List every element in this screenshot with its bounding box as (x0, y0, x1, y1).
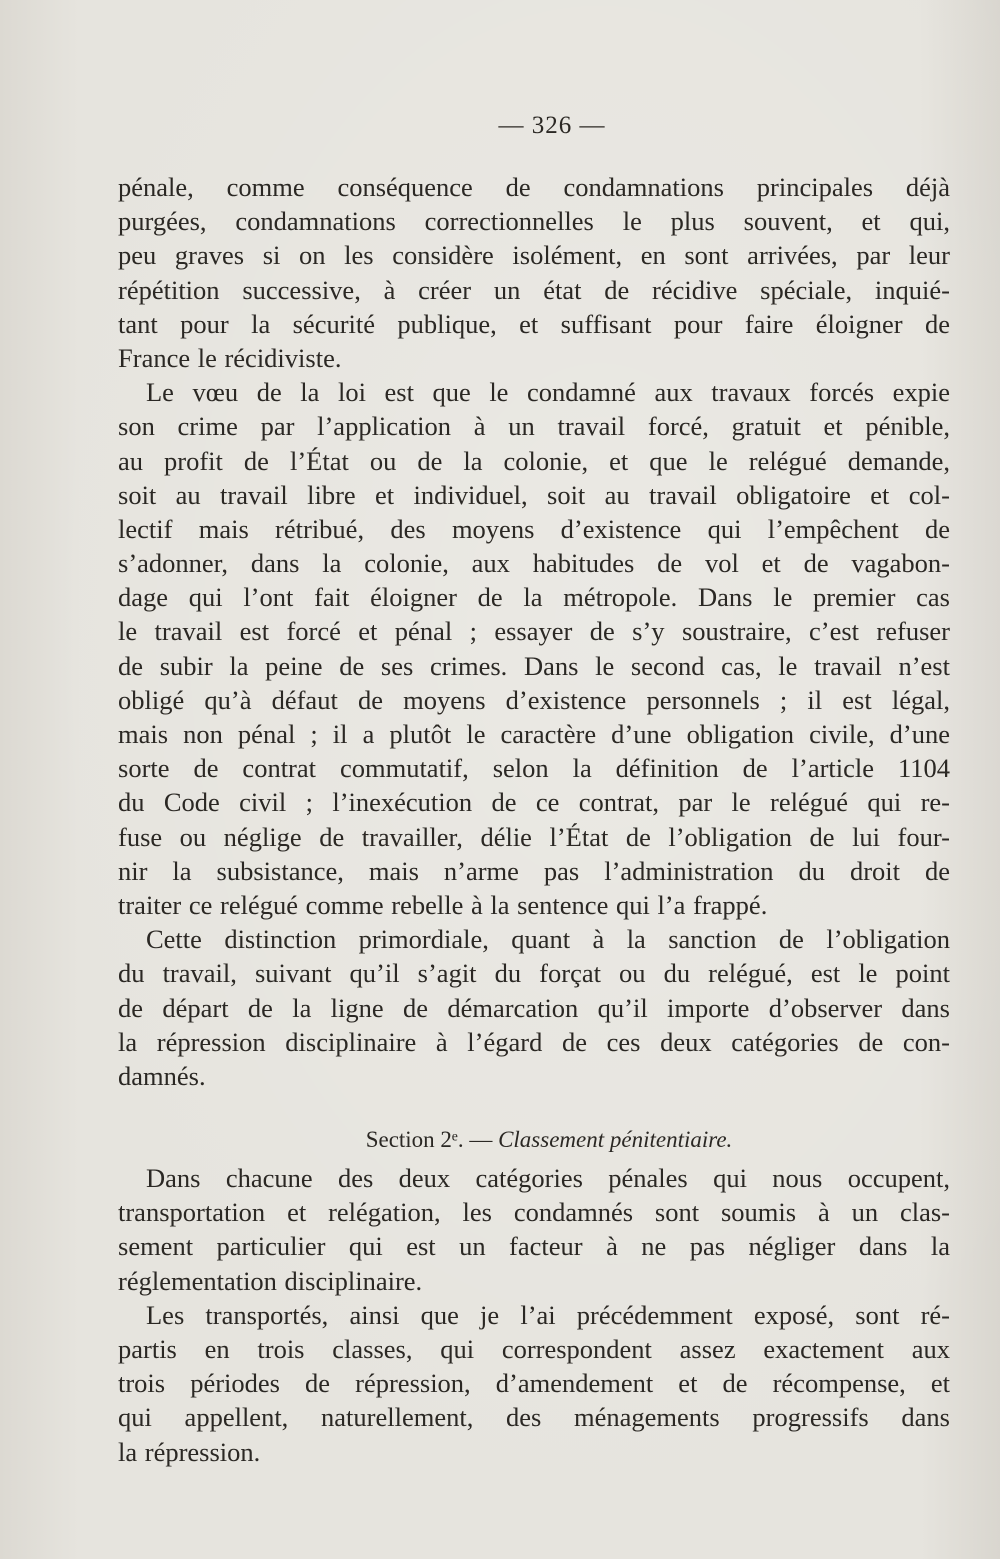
text-line: peu graves si on les considère isolément, en sont arrivées, par leur (118, 240, 950, 271)
text-line: sement particulier qui est un facteur à ne pas négliger dans la (118, 1231, 950, 1262)
page-number: — 326 — (498, 112, 606, 139)
section-label: Section 2ᵉ. — (365, 1127, 493, 1153)
text-line: réglementation disciplinaire. (118, 1265, 423, 1296)
text-line: le travail est forcé et pénal ; essayer de s’y soustraire, c’est refuser (118, 616, 950, 647)
text-line: trois périodes de répression, d’amendement et de récompense, et (118, 1368, 950, 1399)
text-line: la répression disciplinaire à l’égard de ces deux catégories de con- (118, 1026, 950, 1057)
text-line: damnés. (118, 1060, 206, 1091)
text-line: Le vœu de la loi est que le condamné aux travaux forcés expie (146, 377, 950, 408)
text-line: fuse ou néglige de travailler, délie l’État de l’obligation de lui four- (118, 821, 950, 852)
text-line: son crime par l’application à un travail forcé, gratuit et pénible, (118, 411, 950, 442)
text-line: Les transportés, ainsi que je l’ai précédemment exposé, sont ré- (146, 1299, 950, 1330)
paragraph-5 (118, 1298, 950, 1469)
text-line: transportation et relégation, les condamnés sont soumis à un clas- (118, 1197, 950, 1228)
text-line: lectif mais rétribué, des moyens d’existence qui l’empêchent de (118, 513, 950, 544)
text-line: nir la subsistance, mais n’arme pas l’administration du droit de (118, 855, 950, 886)
section-title: Classement pénitentiaire. (498, 1127, 733, 1153)
paragraph-3 (118, 922, 950, 1093)
paragraph-1 (118, 170, 950, 375)
text-line: du travail, suivant qu’il s’agit du forçat ou du relégué, est le point (118, 958, 950, 989)
text-line: soit au travail libre et individuel, soit au travail obligatoire et col- (118, 479, 950, 510)
text-line: Dans chacune des deux catégories pénales qui nous occupent, (146, 1163, 950, 1194)
text-line: répétition successive, à créer un état de récidive spéciale, inquié- (118, 274, 950, 305)
text-line: de départ de la ligne de démarcation qu’il importe d’observer dans (118, 992, 950, 1023)
text-line: traiter ce relégué comme rebelle à la sentence qui l’a frappé. (118, 889, 768, 920)
text-line: pénale, comme conséquence de condamnations principales déjà (118, 172, 950, 202)
text-line: s’adonner, dans la colonie, aux habitudes de vol et de vagabon- (118, 548, 950, 579)
text-line: dage qui l’ont fait éloigner de la métropole. Dans le premier cas (118, 582, 950, 613)
text-line: France le récidiviste. (118, 342, 342, 373)
paragraph-2 (118, 375, 950, 922)
text-line: tant pour la sécurité publique, et suffisant pour faire éloigner de (118, 308, 950, 339)
text-line: mais non pénal ; il a plutôt le caractère d’une obligation civile, d’une (118, 719, 950, 749)
text-line: Cette distinction primordiale, quant à la sanction de l’obligation (146, 924, 950, 955)
text-line: au profit de l’État ou de la colonie, et que le relégué demande, (118, 445, 950, 476)
text-line: du Code civil ; l’inexécution de ce contrat, par le relégué qui re- (118, 787, 950, 818)
body-text (118, 170, 950, 1469)
text-line: sorte de contrat commutatif, selon la définition de l’article 1104 (118, 753, 950, 784)
text-line: la répression. (118, 1436, 261, 1467)
text-line: qui appellent, naturellement, des ménagements progressifs dans (118, 1402, 950, 1433)
text-line: partis en trois classes, qui correspondent assez exactement aux (118, 1334, 950, 1364)
text-line: de subir la peine de ses crimes. Dans le second cas, le travail n’est (118, 650, 950, 681)
text-line: obligé qu’à défaut de moyens d’existence personnels ; il est légal, (118, 684, 950, 715)
section-heading (118, 1123, 950, 1157)
paragraph-4 (118, 1161, 950, 1298)
text-line: purgées, condamnations correctionnelles le plus souvent, et qui, (118, 206, 950, 237)
